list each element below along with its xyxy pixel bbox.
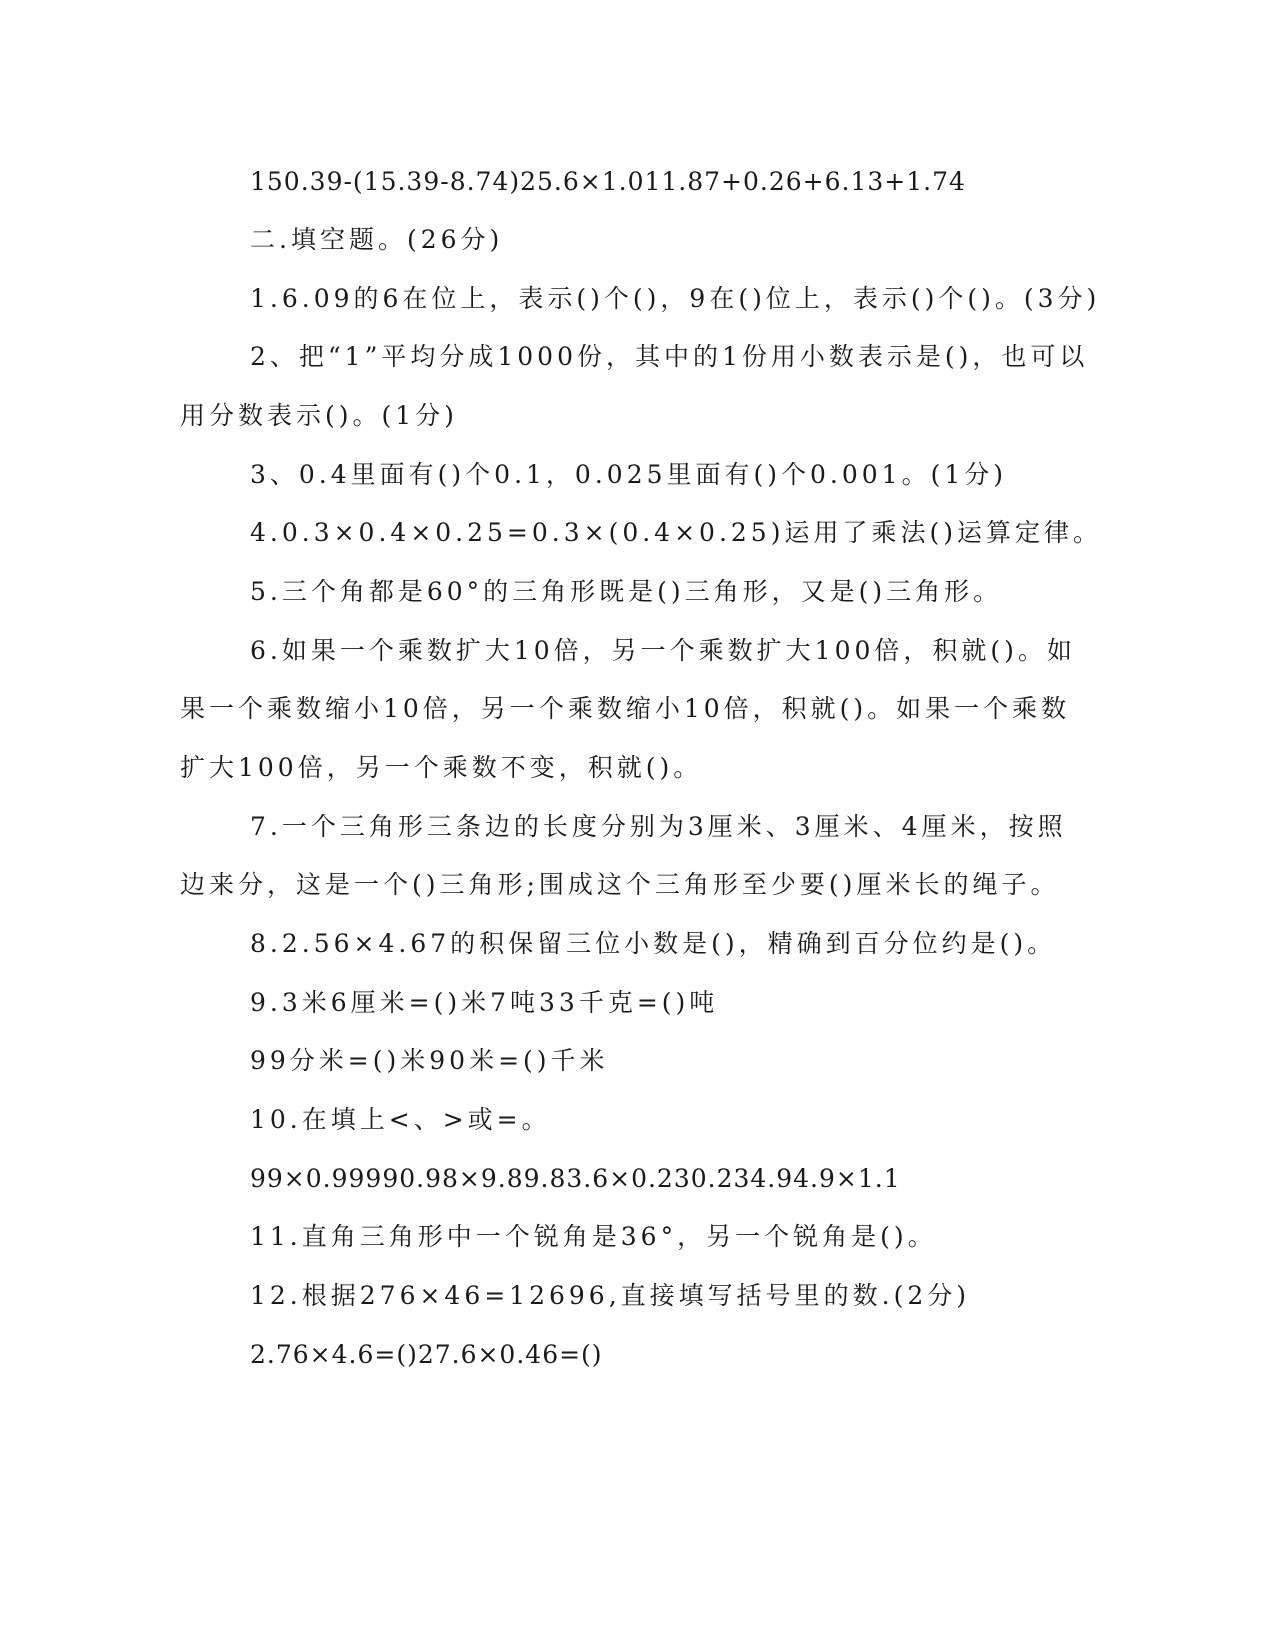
section-heading-fill-blank: 二.填空题。(26分) (250, 225, 504, 254)
question-8: 8.2.56×4.67的积保留三位小数是()，精确到百分位约是()。 (250, 929, 1057, 958)
question-3: 3、0.4里面有()个0.1，0.025里面有()个0.001。(1分) (250, 460, 1007, 489)
question-11: 11.直角三角形中一个锐角是36°，另一个锐角是()。 (250, 1222, 937, 1251)
question-1: 1.6.09的6在位上，表示()个()，9在()位上，表示()个()。(3分) (250, 284, 1101, 313)
question-12: 12.根据276×46=12696,直接填写括号里的数.(2分) (250, 1281, 971, 1310)
question-7-line-1: 7.一个三角形三条边的长度分别为3厘米、3厘米、4厘米，按照 (250, 812, 1067, 841)
question-6-line-1: 6.如果一个乘数扩大10倍，另一个乘数扩大100倍，积就()。如 (250, 636, 1076, 665)
question-10-expressions: 99×0.99990.98×9.89.83.6×0.230.234.94.9×1.1 (250, 1164, 901, 1193)
question-2-line-2: 用分数表示()。(1分) (180, 401, 458, 430)
calc-expression-line: 150.39-(15.39-8.74)25.6×1.011.87+0.26+6.13+1.74 (250, 167, 966, 196)
question-9-line-2: 99分米=()米90米=()千米 (250, 1046, 609, 1075)
question-12-expressions: 2.76×4.6=()27.6×0.46=() (250, 1340, 603, 1369)
question-6-line-3: 扩大100倍，另一个乘数不变，积就()。 (180, 753, 703, 782)
question-5: 5.三个角都是60°的三角形既是()三角形，又是()三角形。 (250, 577, 1003, 606)
question-2-line-1: 2、把“1”平均分成1000份，其中的1份用小数表示是()，也可以 (250, 342, 1089, 371)
question-10: 10.在填上<、>或=。 (250, 1105, 551, 1134)
question-6-line-2: 果一个乘数缩小10倍，另一个乘数缩小10倍，积就()。如果一个乘数 (180, 694, 1071, 723)
question-9-line-1: 9.3米6厘米=()米7吨33千克=()吨 (250, 988, 719, 1017)
question-7-line-2: 边来分，这是一个()三角形;围成这个三角形至少要()厘米长的绳子。 (180, 870, 1060, 899)
question-4: 4.0.3×0.4×0.25=0.3×(0.4×0.25)运用了乘法()运算定律。 (250, 518, 1102, 547)
